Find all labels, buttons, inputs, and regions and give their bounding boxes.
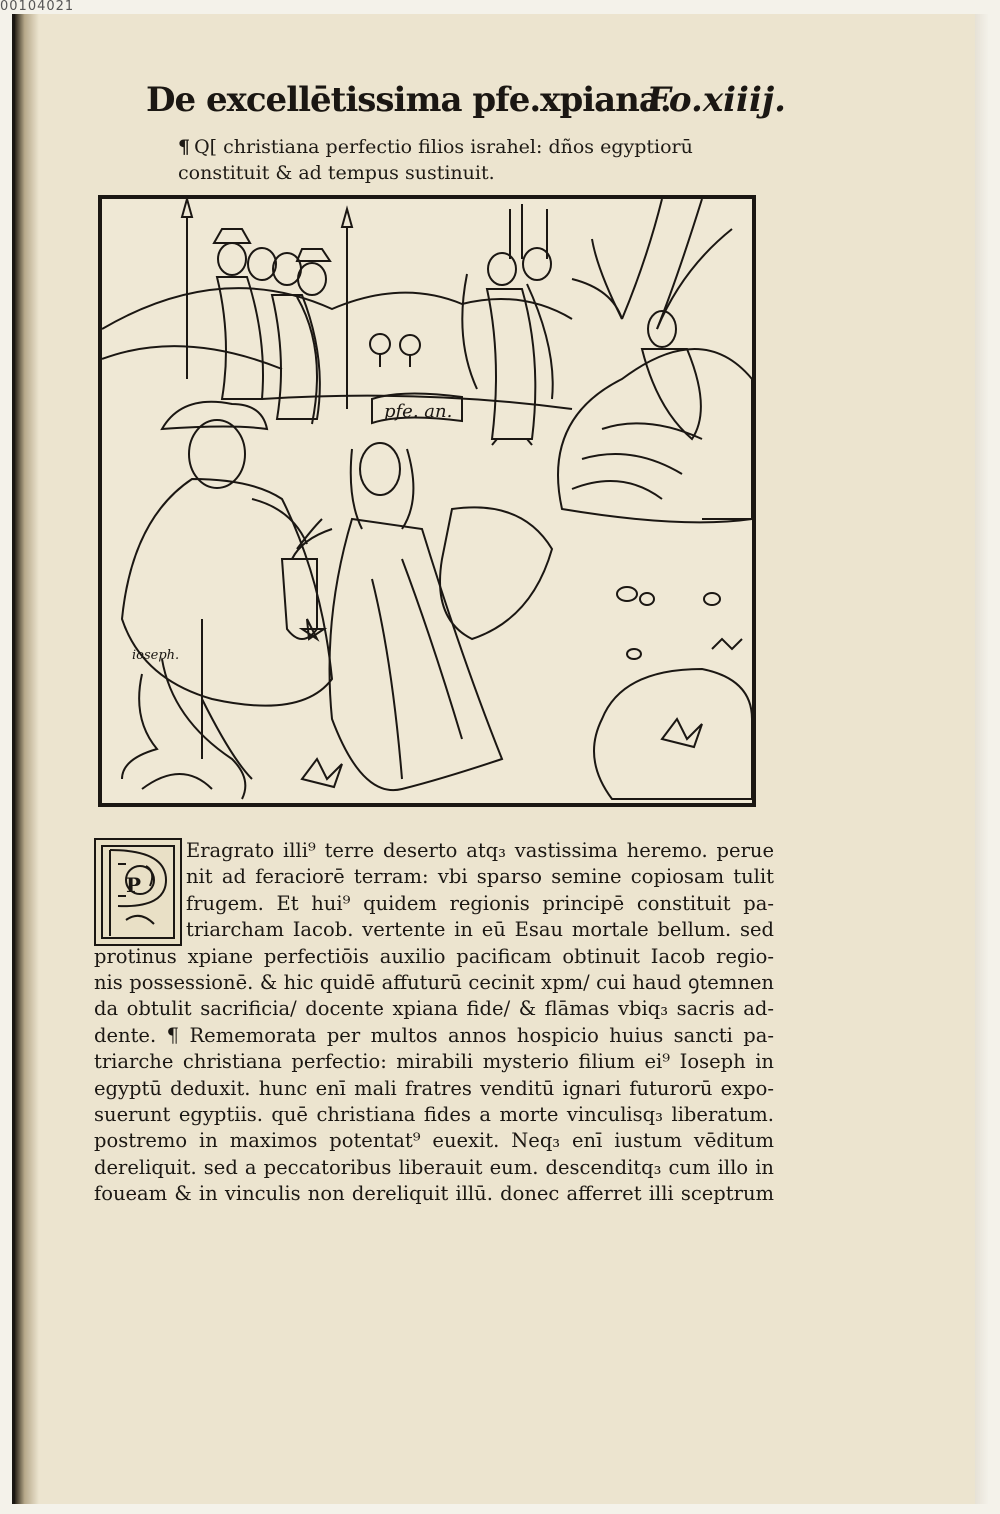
body-line: Eragrato illi⁹ terre deserto atq₃ vastissima heremo. perue: [186, 839, 774, 862]
summary-line: ¶ Q[ christiana perfectio filios israhel: dños egyptiorū: [178, 136, 693, 158]
scan-id-label: 00104021: [0, 0, 75, 14]
body-line: postremo in maximos potentat⁹ euexit. Neq₃ enī iustum vēditum: [94, 1129, 774, 1153]
body-line: triarche christiana perfectio: mirabili mysterio filium ei⁹ Ioseph in: [94, 1050, 774, 1074]
page-edge-shadow: [975, 14, 989, 1504]
joseph-figure: [122, 402, 332, 799]
body-line: foueam & in vinculis non dereliquit illū. donec afferret illi sceptrum: [94, 1182, 774, 1206]
body-line: nit ad feraciorē terram: vbi sparso semine copiosam tulit: [186, 865, 774, 889]
body-line: triarcham Iacob. vertente in eū Esau mortale bellum. sed: [186, 918, 774, 942]
body-line: nis possessionē. & hic quidē affuturū cecinit xpm/ cui haud ꝯtemnen: [94, 971, 774, 995]
body-text: [94, 838, 774, 1208]
body-line: dente. ¶ Rememorata per multos annos hospicio huius sancti pa-: [94, 1023, 774, 1047]
figure-label-joseph: ioseph.: [132, 648, 180, 663]
body-line: suerunt egyptiis. quē christiana fides a morte vinculisq₃ liberatum.: [94, 1103, 774, 1127]
body-line: dereliquit. sed a peccatoribus liberauit eum. descenditq₃ cum illo in: [94, 1155, 774, 1179]
body-line: frugem. Et hui⁹ quidem regionis principē constituit pa-: [186, 891, 774, 915]
body-line: da obtulit sacrificia/ docente xpiana fide/ & flāmas vbiq₃ sacris ad-: [94, 997, 774, 1021]
running-head: [146, 80, 786, 128]
body-line: egyptū deduxit. hunc enī mali fratres venditū ignari futurorū expo-: [94, 1076, 774, 1100]
woodcut-drawing: [102, 199, 752, 803]
book-spine-shadow: [15, 14, 39, 1504]
running-title: De excellētissima pfe.xpiana.: [146, 80, 671, 120]
woodcut-illustration: [98, 195, 756, 807]
body-line: protinus xpiane perfectiōis auxilio pacificam obtinuit Iacob regio-: [94, 944, 774, 968]
drop-cap-letter: P: [126, 873, 142, 897]
chapter-summary: [178, 134, 778, 186]
pilcrow-mark: ¶: [178, 136, 191, 158]
scroll-label: pfe. an.: [384, 401, 453, 422]
summary-line: constituit & ad tempus sustinuit.: [178, 162, 495, 184]
folio-number: Fo.xiiij.: [646, 80, 786, 120]
standing-figure: [282, 443, 502, 790]
soldiers-right: [462, 204, 552, 445]
soldiers-left: [182, 199, 352, 424]
